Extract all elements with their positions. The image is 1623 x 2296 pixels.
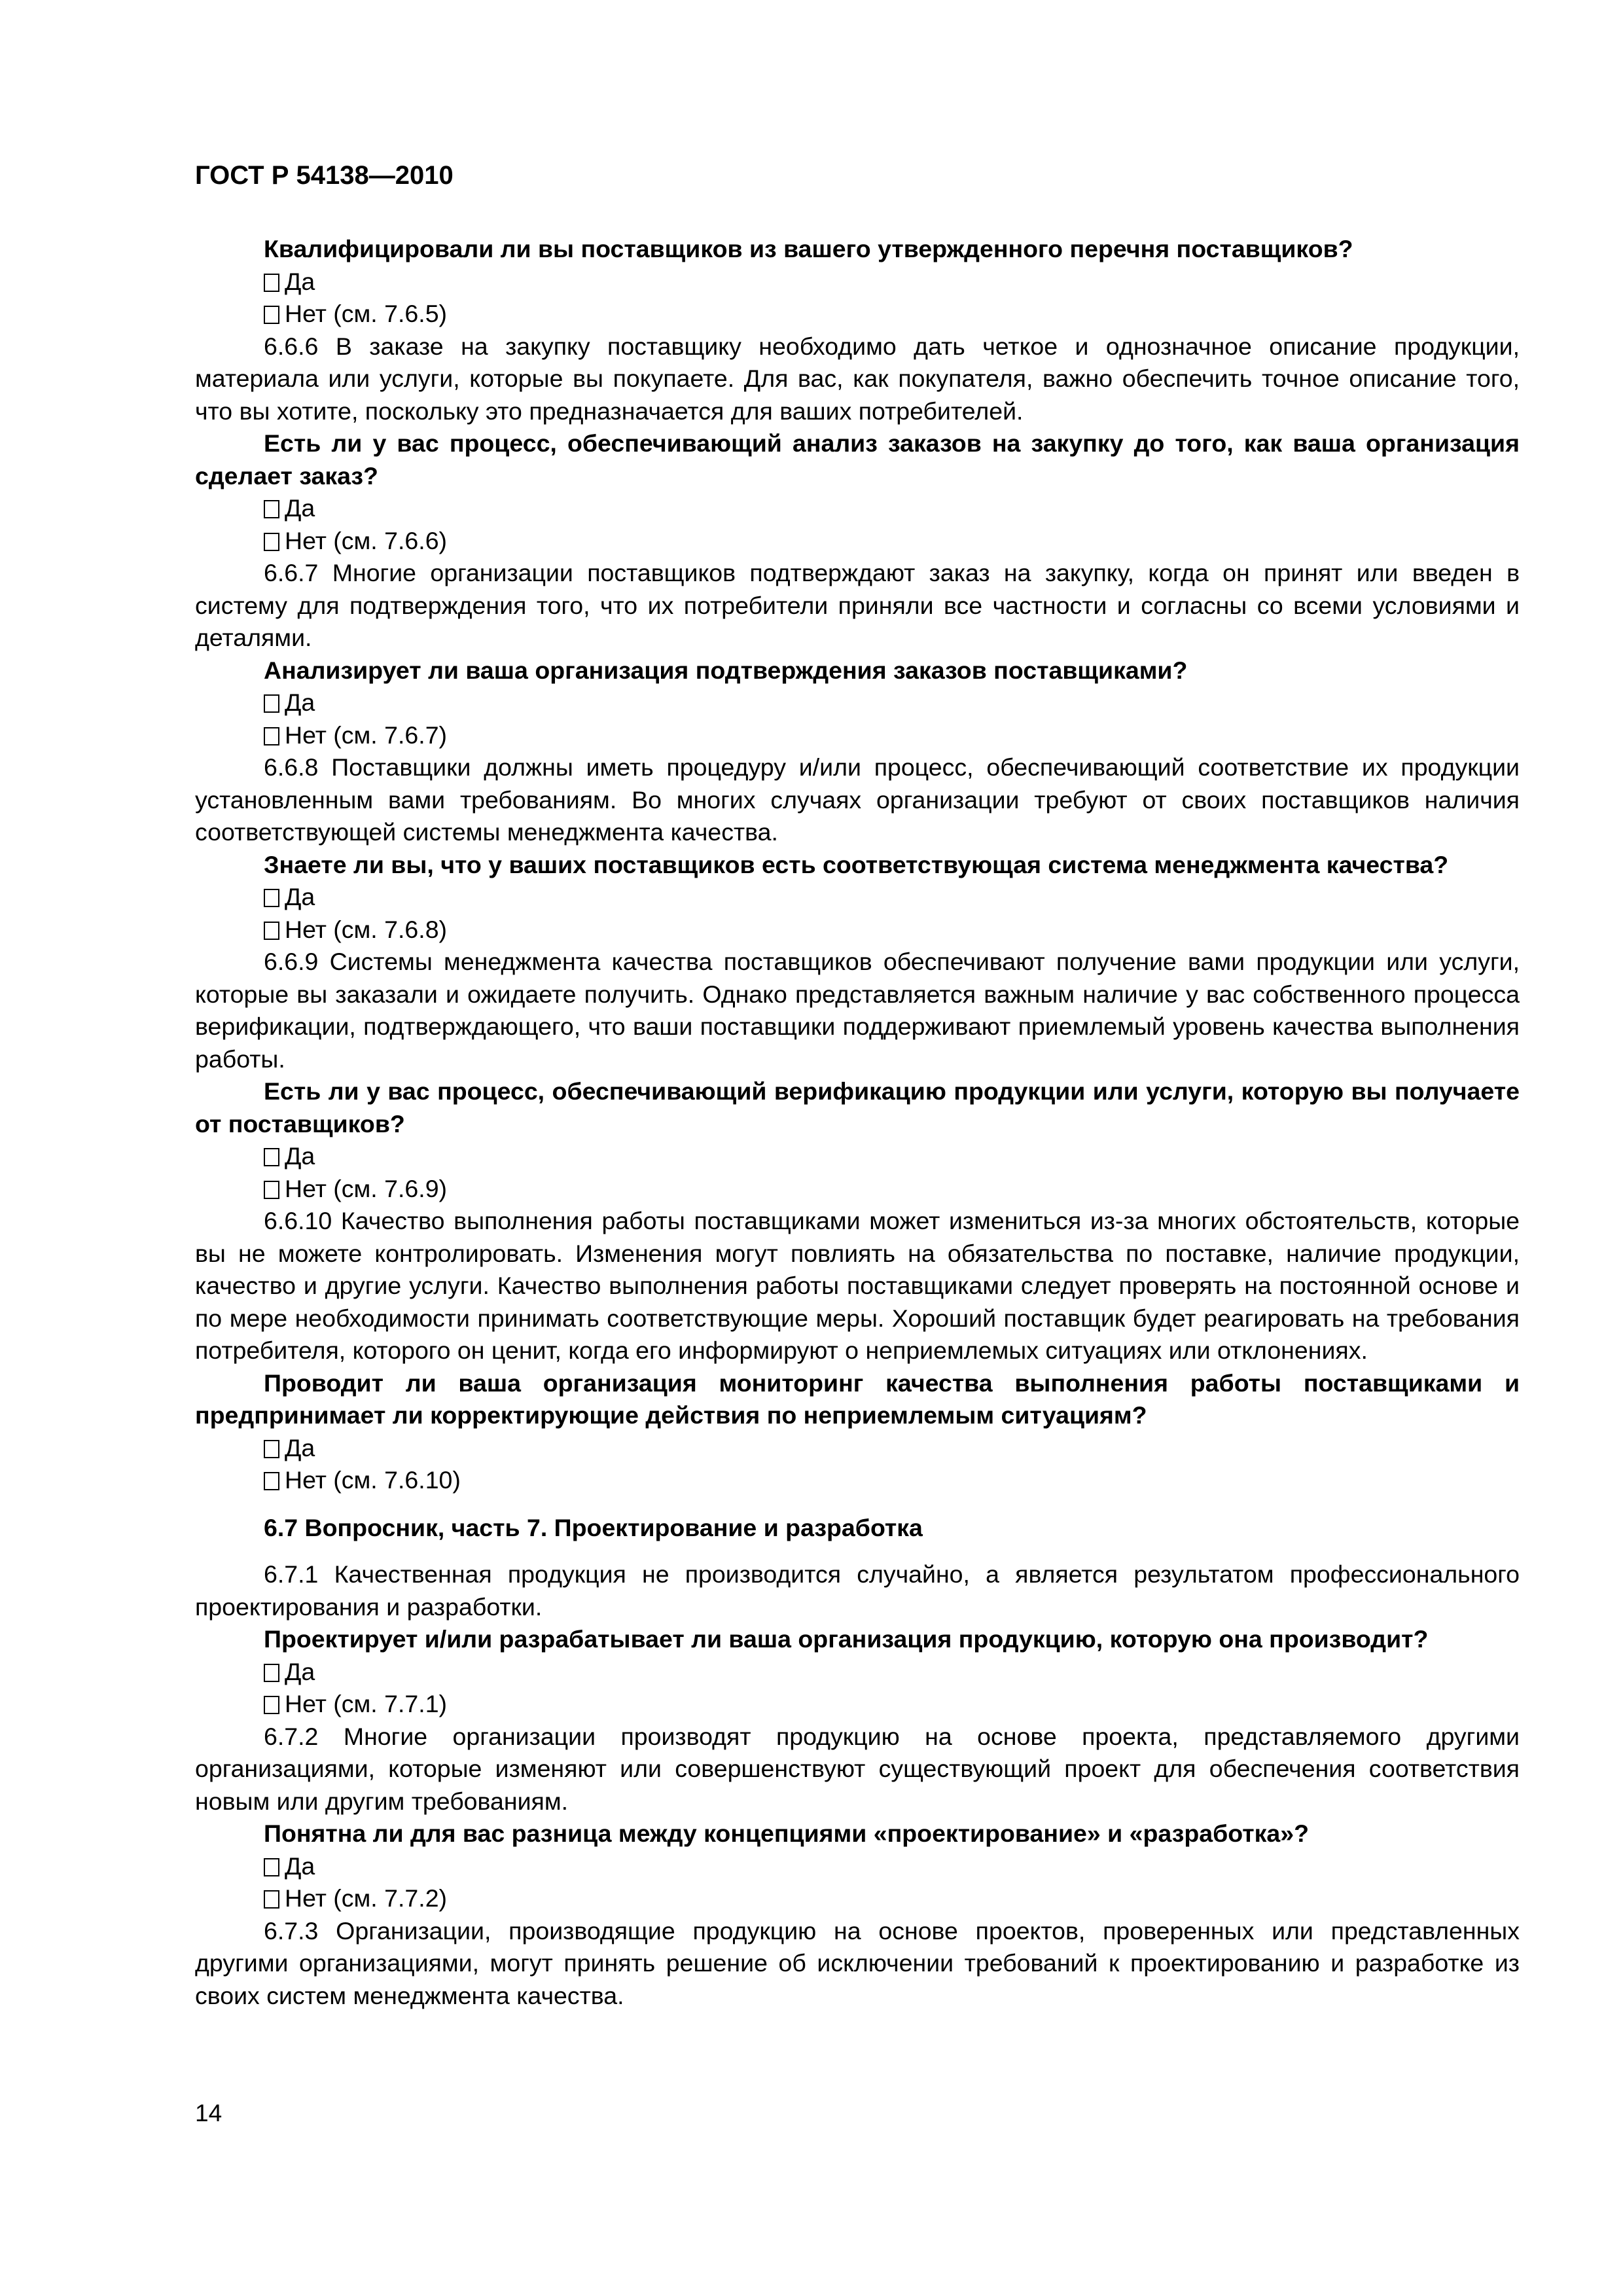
answer-option [195,1850,1520,1883]
answer-label: Да [285,494,315,522]
answer-option [195,1656,1520,1689]
answer-option [195,1464,1520,1497]
checkbox-icon[interactable] [264,1858,279,1876]
answer-option [195,1688,1520,1721]
answer-label: Да [285,883,315,910]
answer-option [195,1173,1520,1206]
checkbox-icon[interactable] [264,1181,279,1199]
paragraph: 6.7.1 Качественная продукция не производится случайно, а является результатом профессионального проектирования и разработки. [195,1560,1520,1621]
checkbox-icon[interactable] [264,889,279,907]
answer-option [195,1140,1520,1173]
paragraph: 6.6.7 Многие организации поставщиков подтверждают заказ на закупку, когда он принят или введен в систему для подтверждения того, что их потребители приняли все частности и согласны со всеми условиями и деталями. [195,559,1520,651]
answer-label: Да [285,1433,315,1462]
answer-label: Нет (см. 7.7.1) [285,1690,448,1717]
answer-option [195,492,1520,525]
checkbox-icon[interactable] [264,533,279,551]
question: Знаете ли вы, что у ваших поставщиков есть соответствующая система менеджмента качества? [264,850,1449,878]
question: Проводит ли ваша организация мониторинг качества выполнения работы поставщиками и предпринимает ли корректирующие действия по неприемлемым ситуациям? [195,1369,1520,1429]
checkbox-icon[interactable] [264,727,279,745]
answer-label: Нет (см. 7.6.8) [285,915,448,943]
answer-label: Нет (см. 7.7.2) [285,1884,448,1912]
section-heading: 6.7 Вопросник, часть 7. Проектирование и разработка [264,1513,923,1541]
answer-label: Нет (см. 7.6.9) [285,1174,448,1202]
answer-option [195,1882,1520,1915]
checkbox-icon[interactable] [264,694,279,713]
page-number: 14 [195,2100,223,2126]
paragraph: 6.6.10 Качество выполнения работы поставщиками может измениться из-за многих обстоятельств, которые вы не можете контролировать. Изменения могут повлиять на обязательства по поставке, наличие продукции, качество и другие услуги. Качество выполнения работы поставщиками следует проверять на постоянной основе и по мере необходимости принимать соответствующие меры. Хороший поставщик будет реагировать на требования потребителя, которого он ценит, когда его информируют о неприемлемых ситуациях или отклонениях. [195,1207,1520,1364]
paragraph: 6.7.2 Многие организации производят продукцию на основе проекта, представляемого другими организациями, которые изменяют или совершенствуют существующий проект для обеспечения соответствия новым или другим требованиям. [195,1722,1520,1815]
document-body [195,233,1520,2012]
question: Есть ли у вас процесс, обеспечивающий анализ заказов на закупку до того, как ваша организация сделает заказ? [195,429,1520,490]
answer-label: Нет (см. 7.6.6) [285,526,448,554]
paragraph: 6.7.3 Организации, производящие продукцию на основе проектов, проверенных или представленных другими организациями, могут принять решение об исключении требований к проектированию и разработке из своих систем менеджмента качества. [195,1916,1520,2009]
checkbox-icon[interactable] [264,1664,279,1682]
question: Понятна ли для вас разница между концепциями «проектирование» и «разработка»? [264,1820,1310,1847]
answer-option [195,298,1520,331]
checkbox-icon[interactable] [264,1148,279,1166]
paragraph: 6.6.8 Поставщики должны иметь процедуру и/или процесс, обеспечивающий соответствие их продукции установленным вами требованиям. Во многих случаях организации требуют от своих поставщиков наличия соответствующей системы менеджмента качества. [195,753,1520,846]
answer-option [195,687,1520,719]
checkbox-icon[interactable] [264,500,279,518]
paragraph: 6.6.9 Системы менеджмента качества поставщиков обеспечивают получение вами продукции или услуги, которые вы заказали и ожидаете получить. Однако представляется важным наличие у вас собственного процесса верификации, подтверждающего, что ваши поставщики поддерживают приемлемый уровень качества выполнения работы. [195,948,1520,1073]
answer-option [195,266,1520,298]
answer-label: Да [285,689,315,716]
answer-label: Да [285,1852,315,1880]
answer-label: Да [285,1142,315,1170]
checkbox-icon[interactable] [264,274,279,292]
answer-label: Да [285,1657,315,1685]
document-header: ГОСТ Р 54138—2010 [195,161,454,190]
answer-option [195,914,1520,946]
checkbox-icon[interactable] [264,922,279,940]
checkbox-icon[interactable] [264,1890,279,1909]
answer-option [195,525,1520,558]
question: Проектирует и/или разрабатывает ли ваша организация продукцию, которую она производит? [264,1625,1429,1653]
answer-option [195,719,1520,752]
checkbox-icon[interactable] [264,1472,279,1490]
checkbox-icon[interactable] [264,1696,279,1714]
answer-label: Нет (см. 7.6.10) [285,1466,461,1494]
answer-option [195,1432,1520,1465]
answer-label: Да [285,267,315,295]
answer-label: Нет (см. 7.6.5) [285,300,448,327]
answer-option [195,881,1520,914]
question: Есть ли у вас процесс, обеспечивающий верификацию продукции или услуги, которую вы получаете от поставщиков? [195,1077,1520,1138]
checkbox-icon[interactable] [264,1440,279,1458]
question: Анализирует ли ваша организация подтверждения заказов поставщиками? [264,656,1188,684]
paragraph: 6.6.6 В заказе на закупку поставщику необходимо дать четкое и однозначное описание продукции, материала или услуги, которые вы покупаете. Для вас, как покупателя, важно обеспечить точное описание того, что вы хотите, поскольку это предназначается для ваших потребителей. [195,332,1520,425]
checkbox-icon[interactable] [264,306,279,324]
question: Квалифицировали ли вы поставщиков из вашего утвержденного перечня поставщиков? [264,235,1353,262]
answer-label: Нет (см. 7.6.7) [285,721,448,749]
